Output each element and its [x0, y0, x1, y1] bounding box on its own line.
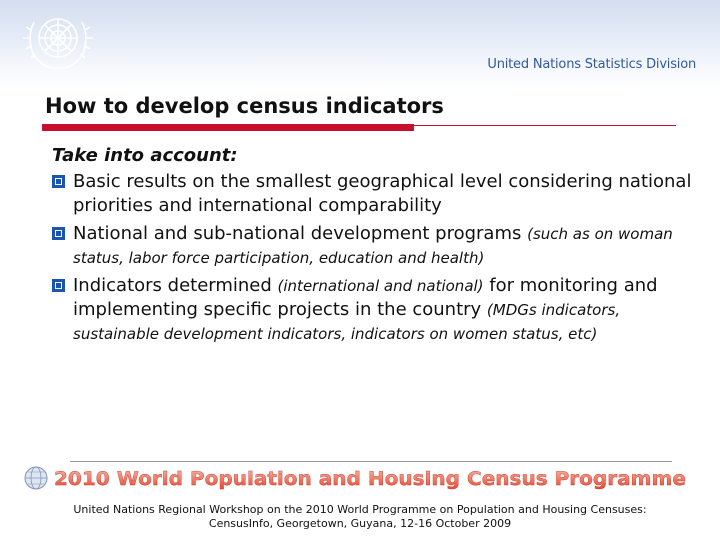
bullet-text: National and sub-national development programs: [73, 223, 528, 244]
slide-body: [52, 144, 692, 350]
title-rule: [42, 124, 414, 131]
bullet-item: [52, 170, 692, 218]
un-emblem-icon: [20, 8, 96, 74]
banner-text: 2010 World Population and Housing Census Programme: [54, 468, 686, 490]
lead-text: Take into account:: [52, 145, 238, 166]
footer-line: CensusInfo, Georgetown, Guyana, 12-16 October 2009: [208, 517, 512, 530]
bullet-note: (MDGs indicators, sustainable development indicators, indicators on women status, etc): [73, 301, 621, 343]
bullet-item: [52, 274, 692, 346]
title-rule-thin: [414, 125, 676, 126]
footer-line: United Nations Regional Workshop on the 2010 World Programme on Population and Housing Censuses:: [73, 503, 647, 516]
bullet-text: Indicators determined: [73, 275, 278, 296]
slide-title: How to develop census indicators: [45, 94, 444, 118]
bullet-box-icon: [52, 279, 65, 292]
bullet-note: (international and national): [277, 277, 484, 295]
division-label: United Nations Statistics Division: [487, 57, 696, 72]
census-programme-banner: [22, 462, 698, 492]
bullet-box-icon: [52, 227, 65, 240]
footer: [0, 503, 720, 531]
bullet-item: [52, 222, 692, 270]
bullet-box-icon: [52, 175, 65, 188]
bullet-note: (such as on woman status, labor force participation, education and health): [73, 225, 673, 267]
header-band: [0, 0, 720, 88]
bullet-text: for monitoring and implementing specific projects in the country: [73, 275, 658, 320]
bullet-text: Basic results on the smallest geographical level considering national priorities and international comparability: [73, 171, 692, 216]
globe-icon: [25, 467, 47, 489]
